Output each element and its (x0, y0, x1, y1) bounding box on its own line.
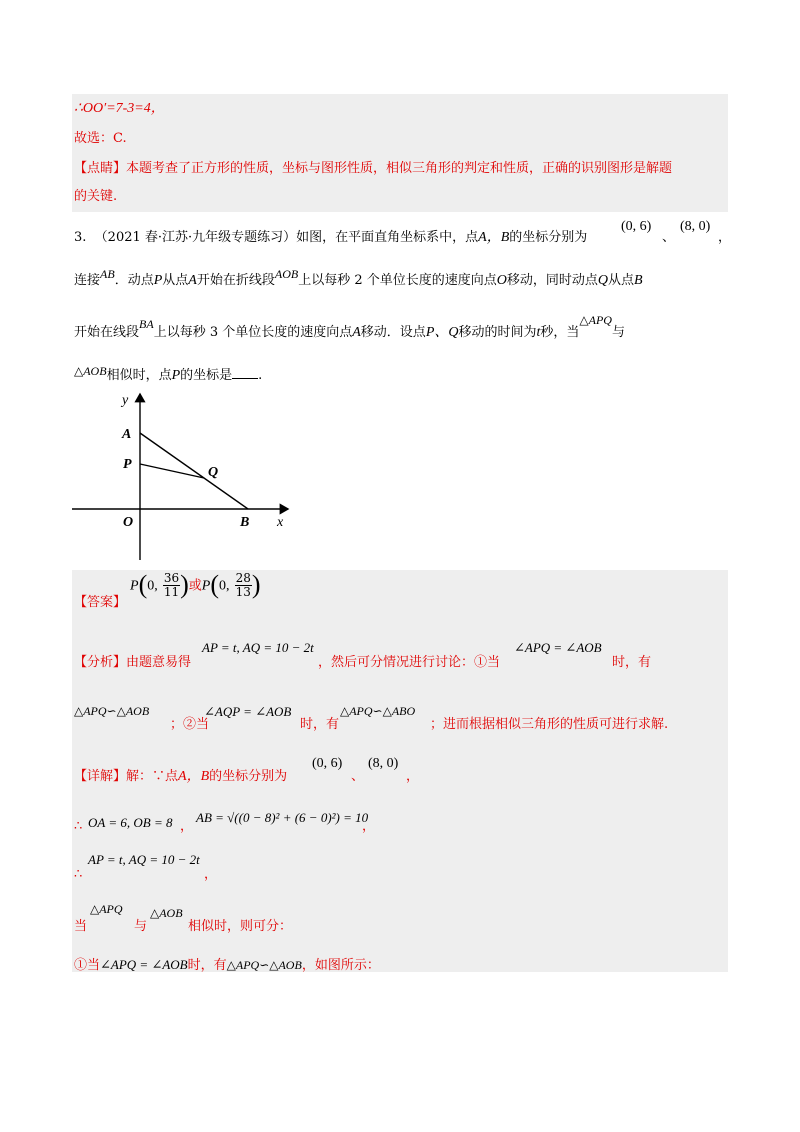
segment-ab (140, 433, 248, 509)
label-b: B (240, 515, 250, 530)
coordinate-figure (70, 390, 300, 562)
answer-label: 【答案】 (74, 595, 127, 610)
detail-coord-a: (0, 6) (312, 756, 343, 771)
detail-case-1: ①当∠APQ = ∠AOB时，有△APQ∽△AOB，如图所示： (74, 957, 380, 973)
detail-comma-2: ， (362, 819, 376, 834)
prev-comment-line-1 (74, 160, 672, 178)
therefore-2: ∴ (74, 867, 83, 882)
analysis-line-1: 【分析】由题意易得 (74, 655, 192, 670)
analysis-text-4: ；②当 (170, 717, 210, 732)
analysis-text-2: ，然后可分情况进行讨论：①当 (318, 655, 501, 670)
answer-expression: P(0, $\frac{36}{11}$ )或P(0, $\frac{28}{13}$ ) (130, 570, 261, 599)
detail-tri-apq: △APQ (90, 902, 123, 916)
question-line-2: 连接AB．动点P从点A开始在折线段AOB上以每秒 2 个单位长度的速度向点O移动，同时动点Q从点B (74, 267, 643, 288)
detail-with: 与 (134, 919, 148, 934)
question-line-4: △AOB相似时，点P的坐标是 . (74, 364, 263, 383)
label-p: P (123, 457, 132, 472)
question-coord-b: (8, 0) (680, 219, 711, 234)
analysis-eq-3: △APQ∽△AOB (74, 704, 150, 718)
prev-line-1: ∴OO′=7-3=4， (74, 101, 165, 116)
detail-sep: 、 (351, 769, 365, 784)
detail-line-1: 【详解】解：∵点A，B的坐标分别为 (74, 769, 288, 784)
label-x: x (277, 515, 284, 530)
detail-eq-ab: AB = √((0 − 8)² + (6 − 0)²) = 10 (196, 810, 369, 825)
detail-end: ， (406, 769, 420, 784)
question-coord-a: (0, 6) (621, 219, 652, 234)
question-line-1-end: ， (718, 230, 732, 245)
detail-when-line: 当 (74, 919, 88, 934)
comment-text-1: 本题考查了正方形的性质，坐标与图形性质，相似三角形的判定和性质，正确的识别图形是解题 (126, 161, 673, 176)
label-o: O (123, 515, 134, 530)
detail-comma-3: ， (204, 867, 218, 882)
answer-fraction-1: $\frac{36}{11}$ (163, 570, 180, 599)
detail-comma-1: ， (180, 819, 194, 834)
answer-blank (232, 378, 258, 379)
analysis-text-3: 时，有 (612, 655, 652, 670)
therefore-1: ∴ (74, 819, 83, 834)
question-line-1: 3. （2021 春·江苏·九年级专题练习）如图，在平面直角坐标系中，点A，B的坐标分别为 (74, 230, 588, 245)
label-y: y (122, 393, 129, 408)
analysis-eq-1: AP = t, AQ = 10 − 2t (202, 640, 314, 655)
comment-label: 【点睛】 (74, 161, 127, 176)
analysis-text-6: ；进而根据相似三角形的性质可进行求解. (430, 717, 669, 732)
question-line-3: 开始在线段BA上以每秒 3 个单位长度的速度向点A移动．设点P、Q移动的时间为t秒，当△APQ与 (74, 313, 625, 340)
answer-fraction-2: $\frac{28}{13}$ (235, 570, 251, 599)
prev-solution-block (72, 94, 728, 212)
detail-eq-oa: OA = 6, OB = 8 (88, 815, 173, 830)
analysis-eq-4: ∠AQP = ∠AOB (204, 704, 292, 719)
analysis-text-5: 时，有 (300, 717, 340, 732)
detail-coord-b: (8, 0) (368, 756, 399, 771)
label-a: A (122, 427, 132, 442)
prev-line-2: 故选：C. (74, 131, 127, 146)
detail-eq-ap: AP = t, AQ = 10 − 2t (88, 852, 200, 867)
question-sep: 、 (662, 230, 676, 245)
label-q: Q (208, 465, 219, 480)
question-number: 3. (74, 230, 87, 245)
detail-tri-aob: △AOB (150, 906, 183, 920)
analysis-eq-2: ∠APQ = ∠AOB (514, 640, 602, 655)
detail-cases: 相似时，则可分： (188, 919, 293, 934)
prev-comment-line-2: 的关键. (74, 189, 118, 204)
analysis-eq-5: △APQ∽△ABO (340, 704, 416, 718)
